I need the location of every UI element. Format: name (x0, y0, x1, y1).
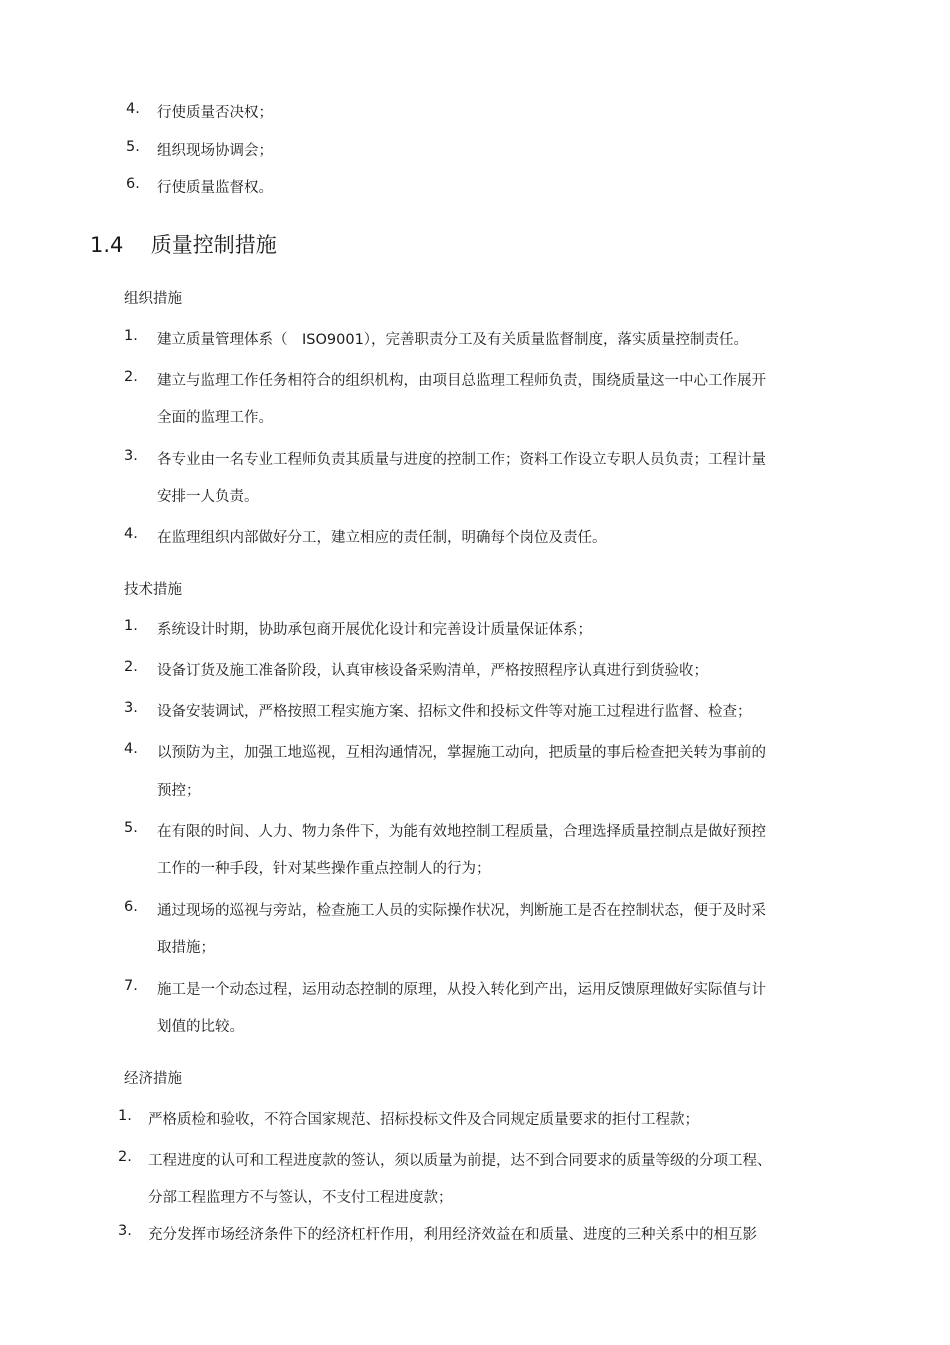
list-item: 以预防为主，加强工地巡视，互相沟通情况，掌握施工动向，把质量的事后检查把关转为事前的 (157, 745, 766, 761)
subsection-title-org: 组织措施 (124, 291, 182, 307)
list-number: 3. (124, 448, 138, 464)
list-item: 施工是一个动态过程，运用动态控制的原理，从投入转化到产出，运用反馈原理做好实际值与计 (157, 982, 766, 998)
list-item: 各专业由一名专业工程师负责其质量与进度的控制工作；资料工作设立专职人员负责；工程计量 (157, 452, 766, 468)
list-item-continuation: 分部工程监理方不与签认，不支付工程进度款； (148, 1190, 453, 1206)
list-number: 5. (124, 820, 138, 836)
list-item: 设备安装调试，严格按照工程实施方案、招标文件和投标文件等对施工过程进行监督、检查； (157, 704, 752, 720)
list-item: 充分发挥市场经济条件下的经济杠杆作用，利用经济效益在和质量、进度的三种关系中的相互影 (148, 1227, 757, 1243)
list-number: 5. (126, 139, 140, 155)
list-number: 3. (124, 700, 138, 716)
subsection-title-tech: 技术措施 (124, 582, 182, 598)
list-number: 6. (124, 899, 138, 915)
list-item: 建立质量管理体系（ ISO9001），完善职责分工及有关质量监督制度，落实质量控制责任。 (157, 332, 749, 348)
list-item: 设备订货及施工准备阶段，认真审核设备采购清单，严格按照程序认真进行到货验收； (157, 663, 708, 679)
list-item: 组织现场协调会； (157, 143, 273, 159)
list-number: 4. (124, 741, 138, 757)
list-item: 行使质量监督权。 (157, 180, 273, 196)
list-item-continuation: 工作的一种手段，针对某些操作重点控制人的行为； (157, 861, 491, 877)
list-item: 系统设计时期，协助承包商开展优化设计和完善设计质量保证体系； (157, 622, 592, 638)
list-number: 3. (118, 1223, 132, 1239)
list-number: 1. (124, 618, 138, 634)
list-item: 严格质检和验收，不符合国家规范、招标投标文件及合同规定质量要求的拒付工程款； (148, 1112, 699, 1128)
list-item: 在监理组织内部做好分工，建立相应的责任制，明确每个岗位及责任。 (157, 530, 607, 546)
list-item-continuation: 划值的比较。 (157, 1019, 244, 1035)
list-number: 1. (118, 1108, 132, 1124)
list-number: 4. (124, 526, 138, 542)
list-item: 通过现场的巡视与旁站，检查施工人员的实际操作状况，判断施工是否在控制状态，便于及时采 (157, 903, 766, 919)
list-item: 在有限的时间、人力、物力条件下，为能有效地控制工程质量，合理选择质量控制点是做好预控 (157, 824, 766, 840)
list-item: 建立与监理工作任务相符合的组织机构，由项目总监理工程师负责，围绕质量这一中心工作展开 (157, 373, 766, 389)
subsection-title-econ: 经济措施 (124, 1071, 182, 1087)
list-number: 4. (126, 101, 140, 117)
list-number: 6. (126, 176, 140, 192)
list-item-continuation: 全面的监理工作。 (157, 410, 273, 426)
list-item-continuation: 取措施； (157, 940, 215, 956)
list-item-continuation: 安排一人负责。 (157, 489, 259, 505)
list-number: 7. (124, 978, 138, 994)
list-number: 2. (118, 1149, 132, 1165)
list-item: 行使质量否决权； (157, 105, 273, 121)
list-number: 2. (124, 369, 138, 385)
list-item: 工程进度的认可和工程进度款的签认，须以质量为前提，达不到合同要求的质量等级的分项工程、 (148, 1153, 772, 1169)
list-number: 1. (124, 328, 138, 344)
list-number: 2. (124, 659, 138, 675)
section-number: 1.4 (90, 233, 124, 257)
section-title: 质量控制措施 (150, 233, 277, 257)
section-heading (90, 229, 277, 259)
list-item-continuation: 预控； (157, 783, 201, 799)
